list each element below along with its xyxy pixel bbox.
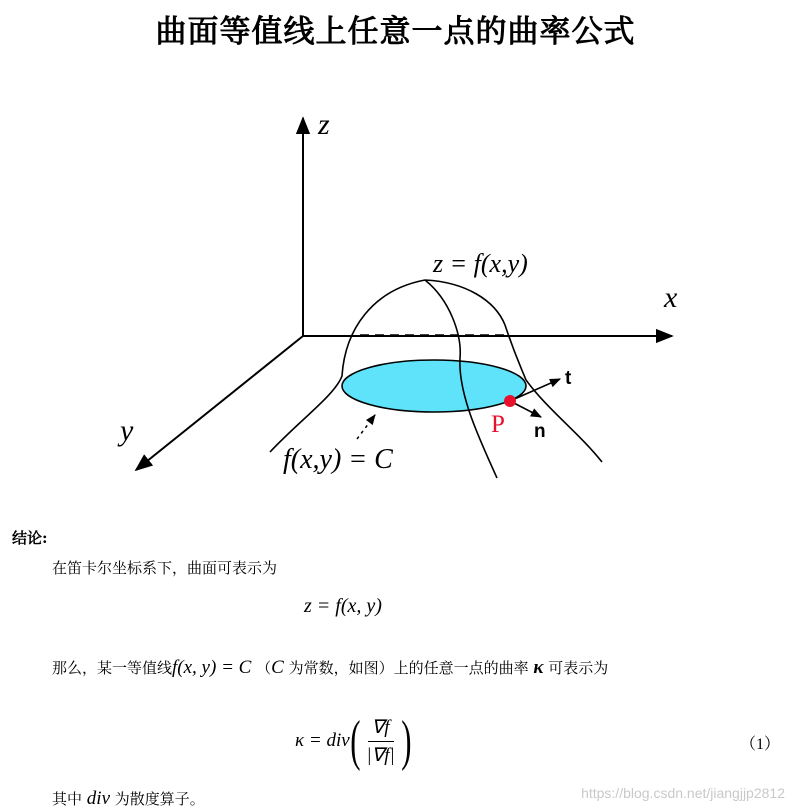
left-paren: (: [349, 710, 361, 772]
contour-expression: f(x, y) = C: [172, 657, 252, 678]
p2-text-3: 为常数，如图）上的任意一点的曲率: [288, 659, 529, 677]
equation-number: （1）: [740, 736, 781, 753]
p2-text-2: （: [256, 659, 272, 677]
contour-ellipse: [342, 360, 526, 412]
page-title: 曲面等值线上任意一点的曲率公式: [155, 14, 636, 50]
fraction-denominator: |∇f|: [366, 744, 395, 766]
paragraph-divergence: [52, 788, 205, 810]
watermark-url: https://blog.csdn.net/jiangjjp2812: [581, 785, 785, 801]
p3-text-2: 为散度算子。: [114, 790, 205, 808]
normal-label: n: [534, 421, 546, 442]
contour-curvature-figure: [0, 95, 791, 495]
x-axis-label: x: [664, 281, 678, 314]
y-axis: [136, 336, 303, 470]
p2-text-1: 那么，某一等值线: [52, 659, 173, 677]
contour-equation-label: f(x,y) = C: [283, 444, 393, 475]
constant-c: C: [271, 657, 284, 678]
contour-leader-dotted: [357, 415, 375, 439]
curvature-lhs: κ = div: [295, 730, 350, 751]
equation-surface: z = f(x, y): [304, 595, 382, 617]
y-axis-label: y: [120, 414, 134, 447]
div-operator: div: [86, 788, 111, 809]
point-p-label: P: [491, 411, 505, 438]
p3-text-1: 其中: [52, 790, 83, 808]
tangent-label: t: [565, 368, 572, 389]
fraction-numerator: ∇f: [368, 716, 394, 742]
z-axis-label: z: [318, 108, 330, 141]
paragraph-contour-curvature: [52, 657, 608, 679]
p2-text-4: 可表示为: [548, 659, 609, 677]
conclusion-heading: 结论:: [12, 529, 48, 547]
right-paren: ): [400, 710, 412, 772]
gradient-fraction: [362, 716, 398, 767]
equation-curvature: [295, 706, 411, 776]
kappa-symbol: κ: [533, 657, 544, 678]
point-p: [504, 395, 516, 407]
surface-equation-label: z = f(x,y): [433, 249, 528, 278]
paragraph-coordinate-system: 在笛卡尔坐标系下，曲面可表示为: [52, 559, 278, 577]
